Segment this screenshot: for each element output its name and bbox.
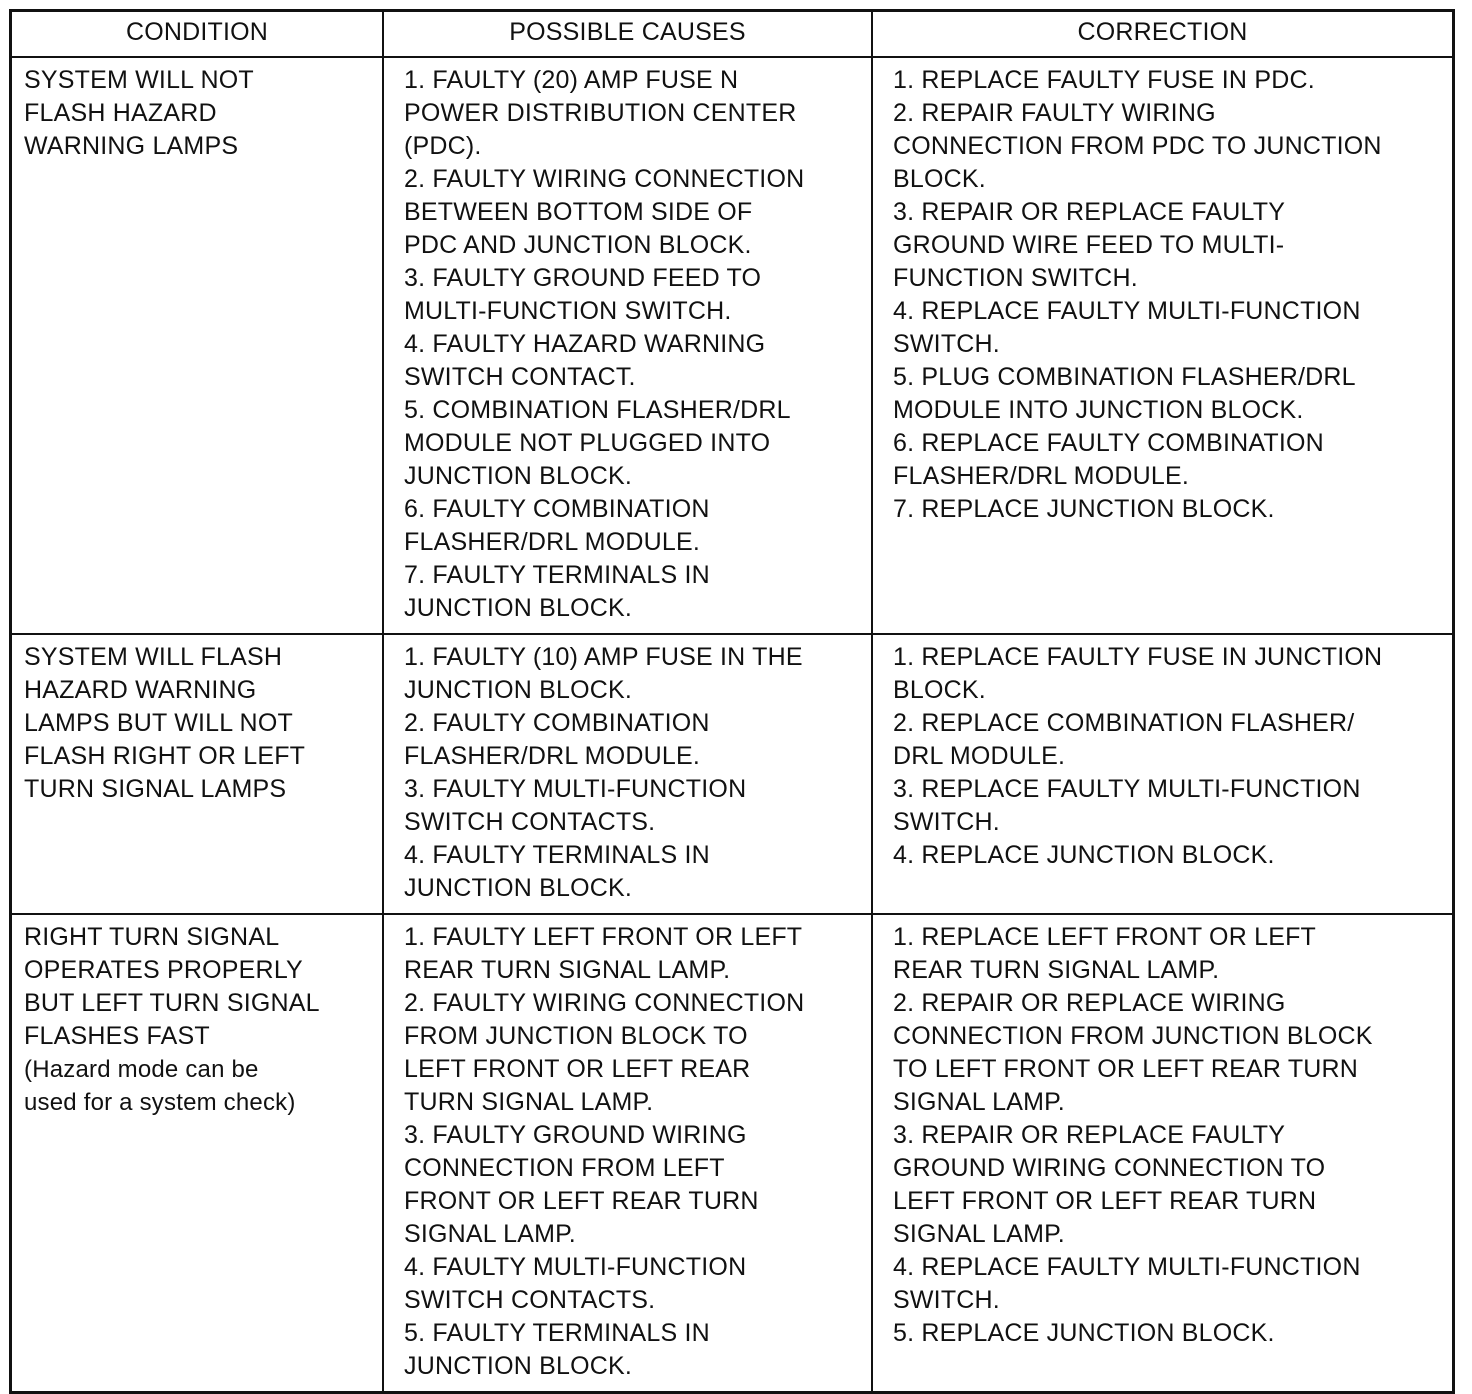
correction-cell-line: FUNCTION SWITCH.	[893, 264, 1138, 292]
possible-causes-cell-line: SWITCH CONTACTS.	[404, 808, 656, 836]
condition-note-line: used for a system check)	[24, 1089, 296, 1116]
correction-cell-line: 2. REPAIR OR REPLACE WIRING	[893, 989, 1286, 1017]
condition-cell	[12, 914, 383, 1391]
condition-cell	[12, 634, 383, 914]
condition-cell	[12, 57, 383, 634]
possible-causes-cell-line: MODULE NOT PLUGGED INTO	[404, 429, 771, 457]
possible-causes-cell-line: REAR TURN SIGNAL LAMP.	[404, 956, 731, 984]
condition-cell-line: WARNING LAMPS	[24, 132, 239, 160]
correction-cell-line: 6. REPLACE FAULTY COMBINATION	[893, 429, 1324, 457]
correction-cell	[872, 57, 1452, 634]
correction-cell-line: 1. REPLACE LEFT FRONT OR LEFT	[893, 923, 1317, 951]
condition-cell-line: SYSTEM WILL NOT	[24, 66, 254, 94]
table-body	[12, 57, 1452, 1391]
table-row	[12, 57, 1452, 634]
header-row	[12, 12, 1452, 57]
possible-causes-cell-line: MULTI-FUNCTION SWITCH.	[404, 297, 732, 325]
table-row	[12, 634, 1452, 914]
condition-note-line: (Hazard mode can be	[24, 1056, 259, 1083]
possible-causes-cell-line: 4. FAULTY MULTI-FUNCTION	[404, 1253, 747, 1281]
condition-cell-line: OPERATES PROPERLY	[24, 956, 303, 984]
condition-cell-line: LAMPS BUT WILL NOT	[24, 709, 293, 737]
possible-causes-cell	[383, 634, 872, 914]
correction-cell-line: CONNECTION FROM PDC TO JUNCTION	[893, 132, 1382, 160]
possible-causes-cell-line: 1. FAULTY (20) AMP FUSE N	[404, 66, 739, 94]
possible-causes-cell-line: JUNCTION BLOCK.	[404, 676, 633, 704]
correction-cell-line: 4. REPLACE JUNCTION BLOCK.	[893, 841, 1275, 869]
column-header-correction: CORRECTION	[872, 12, 1452, 57]
column-header-condition: CONDITION	[12, 12, 383, 57]
correction-cell-line: TO LEFT FRONT OR LEFT REAR TURN	[893, 1055, 1359, 1083]
condition-cell-line: FLASHES FAST	[24, 1022, 210, 1050]
possible-causes-cell-line: BETWEEN BOTTOM SIDE OF	[404, 198, 753, 226]
possible-causes-cell-line: 6. FAULTY COMBINATION	[404, 495, 710, 523]
possible-causes-cell-line: SIGNAL LAMP.	[404, 1220, 576, 1248]
possible-causes-cell	[383, 57, 872, 634]
correction-cell-line: 5. PLUG COMBINATION FLASHER/DRL	[893, 363, 1356, 391]
correction-cell-line: SIGNAL LAMP.	[893, 1088, 1065, 1116]
correction-cell	[872, 634, 1452, 914]
correction-cell-line: SWITCH.	[893, 808, 1000, 836]
possible-causes-cell-line: 4. FAULTY HAZARD WARNING	[404, 330, 766, 358]
condition-cell-line: HAZARD WARNING	[24, 676, 257, 704]
column-header-possible-causes: POSSIBLE CAUSES	[383, 12, 872, 57]
possible-causes-cell-line: CONNECTION FROM LEFT	[404, 1154, 725, 1182]
correction-cell-line: SWITCH.	[893, 330, 1000, 358]
possible-causes-cell-line: 2. FAULTY WIRING CONNECTION	[404, 165, 805, 193]
possible-causes-cell-line: SWITCH CONTACTS.	[404, 1286, 656, 1314]
possible-causes-cell-line: 3. FAULTY MULTI-FUNCTION	[404, 775, 747, 803]
possible-causes-cell-line: PDC AND JUNCTION BLOCK.	[404, 231, 752, 259]
correction-cell-line: 2. REPAIR FAULTY WIRING	[893, 99, 1216, 127]
correction-cell-line: 1. REPLACE FAULTY FUSE IN PDC.	[893, 66, 1315, 94]
possible-causes-cell-line: JUNCTION BLOCK.	[404, 1352, 633, 1380]
possible-causes-cell-line: 2. FAULTY WIRING CONNECTION	[404, 989, 805, 1017]
condition-cell-line: FLASH RIGHT OR LEFT	[24, 742, 306, 770]
possible-causes-cell-line: 7. FAULTY TERMINALS IN	[404, 561, 710, 589]
condition-cell-line: TURN SIGNAL LAMPS	[24, 775, 287, 803]
correction-cell-line: 5. REPLACE JUNCTION BLOCK.	[893, 1319, 1275, 1347]
possible-causes-cell-line: JUNCTION BLOCK.	[404, 462, 633, 490]
possible-causes-cell-line: JUNCTION BLOCK.	[404, 594, 633, 622]
possible-causes-cell-line: (PDC).	[404, 132, 482, 160]
correction-cell-line: 2. REPLACE COMBINATION FLASHER/	[893, 709, 1355, 737]
diagnosis-table	[12, 12, 1452, 1391]
correction-cell-line: BLOCK.	[893, 676, 986, 704]
correction-cell-line: 3. REPLACE FAULTY MULTI-FUNCTION	[893, 775, 1361, 803]
possible-causes-cell-line: LEFT FRONT OR LEFT REAR	[404, 1055, 751, 1083]
correction-cell-line: SIGNAL LAMP.	[893, 1220, 1065, 1248]
possible-causes-cell-line: POWER DISTRIBUTION CENTER	[404, 99, 797, 127]
possible-causes-cell-line: TURN SIGNAL LAMP.	[404, 1088, 654, 1116]
correction-cell-line: CONNECTION FROM JUNCTION BLOCK	[893, 1022, 1373, 1050]
correction-cell-line: REAR TURN SIGNAL LAMP.	[893, 956, 1220, 984]
possible-causes-cell-line: SWITCH CONTACT.	[404, 363, 636, 391]
correction-cell-line: 3. REPAIR OR REPLACE FAULTY	[893, 1121, 1286, 1149]
possible-causes-cell-line: FLASHER/DRL MODULE.	[404, 528, 700, 556]
possible-causes-cell-line: 5. COMBINATION FLASHER/DRL	[404, 396, 791, 424]
correction-cell-line: SWITCH.	[893, 1286, 1000, 1314]
correction-cell-line: GROUND WIRE FEED TO MULTI-	[893, 231, 1285, 259]
possible-causes-cell-line: 5. FAULTY TERMINALS IN	[404, 1319, 710, 1347]
correction-cell-line: 3. REPAIR OR REPLACE FAULTY	[893, 198, 1286, 226]
condition-cell-line: RIGHT TURN SIGNAL	[24, 923, 280, 951]
possible-causes-cell-line: 3. FAULTY GROUND FEED TO	[404, 264, 762, 292]
possible-causes-cell-line: FLASHER/DRL MODULE.	[404, 742, 700, 770]
table-row	[12, 914, 1452, 1391]
condition-cell-line: BUT LEFT TURN SIGNAL	[24, 989, 320, 1017]
possible-causes-cell-line: JUNCTION BLOCK.	[404, 874, 633, 902]
correction-cell-line: 4. REPLACE FAULTY MULTI-FUNCTION	[893, 297, 1361, 325]
possible-causes-cell-line: 1. FAULTY LEFT FRONT OR LEFT	[404, 923, 803, 951]
possible-causes-cell-line: 3. FAULTY GROUND WIRING	[404, 1121, 747, 1149]
correction-cell-line: DRL MODULE.	[893, 742, 1066, 770]
correction-cell-line: 7. REPLACE JUNCTION BLOCK.	[893, 495, 1275, 523]
correction-cell-line: LEFT FRONT OR LEFT REAR TURN	[893, 1187, 1317, 1215]
possible-causes-cell-line: FRONT OR LEFT REAR TURN	[404, 1187, 759, 1215]
correction-cell	[872, 914, 1452, 1391]
possible-causes-cell-line: FROM JUNCTION BLOCK TO	[404, 1022, 748, 1050]
possible-causes-cell-line: 2. FAULTY COMBINATION	[404, 709, 710, 737]
correction-cell-line: MODULE INTO JUNCTION BLOCK.	[893, 396, 1304, 424]
possible-causes-cell-line: 1. FAULTY (10) AMP FUSE IN THE	[404, 643, 803, 671]
possible-causes-cell-line: 4. FAULTY TERMINALS IN	[404, 841, 710, 869]
correction-cell-line: GROUND WIRING CONNECTION TO	[893, 1154, 1326, 1182]
correction-cell-line: FLASHER/DRL MODULE.	[893, 462, 1189, 490]
correction-cell-line: 4. REPLACE FAULTY MULTI-FUNCTION	[893, 1253, 1361, 1281]
correction-cell-line: BLOCK.	[893, 165, 986, 193]
diagnosis-table-frame	[9, 9, 1455, 1394]
condition-cell-line: SYSTEM WILL FLASH	[24, 643, 283, 671]
possible-causes-cell	[383, 914, 872, 1391]
correction-cell-line: 1. REPLACE FAULTY FUSE IN JUNCTION	[893, 643, 1383, 671]
condition-cell-line: FLASH HAZARD	[24, 99, 217, 127]
